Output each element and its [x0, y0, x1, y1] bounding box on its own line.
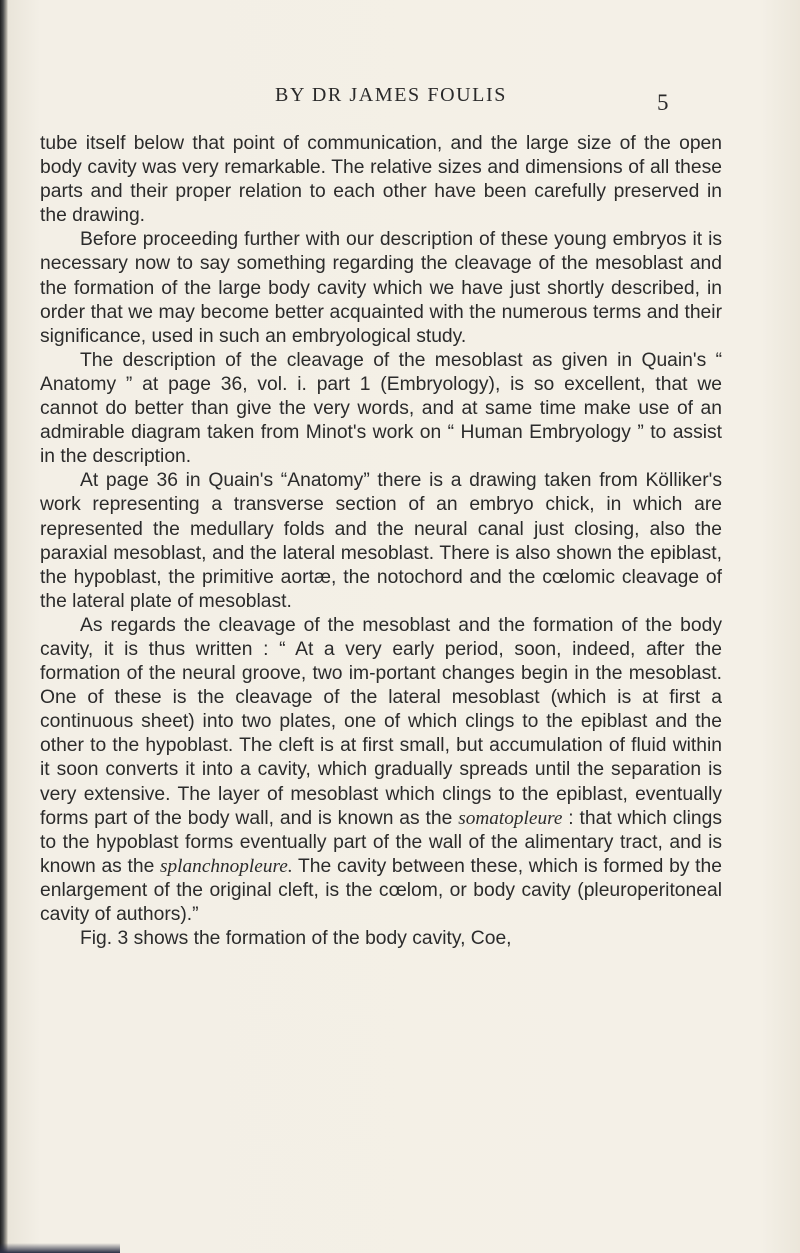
binding-edge [0, 0, 8, 1253]
term-somatopleure: somatopleure [458, 807, 563, 829]
quote-text-part-2: : that which clings to the hypoblast forms eventually part of the wall of the alimentary tract, and is known as the [40, 807, 722, 877]
term-splanchnopleure: splanchnopleure. [160, 855, 293, 877]
paragraph-1: tube itself below that point of communication, and the large size of the open body cavity was very remarkable. The relative sizes and dimensions of all these parts and their proper relation to each other have been carefully preserved in the drawing. [40, 133, 722, 227]
page-number: 5 [657, 90, 669, 115]
quote-text-part-1: As regards the cleavage of the mesoblast and the formation of the body cavity, it is thus written : “ At a very early period, soon, indeed, after the formation of the neural groove, two im-portant changes begin in the mesoblast. One of these is the cleavage of the lateral mesoblast (which is at first a continuous sheet) into two plates, one of which clings to the epiblast and the other to the hypoblast. The cleft is at first small, but accumulation of fluid within it soon converts it into a cavity, which gradually spreads until the separation is very extensive. The layer of mesoblast which clings to the epiblast, eventually forms part of the body wall, and is known as the [40, 614, 722, 829]
paragraph-4: At page 36 in Quain's “Anatomy” there is a drawing taken from Kölliker's work representing a transverse section of an embryo chick, in which are represented the medullary folds and the neural canal just closing, also the paraxial mesoblast, and the lateral mesoblast. There is also shown the epiblast, the hypoblast, the primitive aortæ, the notochord and the cœlomic cleavage of the lateral plate of mesoblast. [40, 470, 722, 612]
paragraph-6: Fig. 3 shows the formation of the body cavity, Coe, [80, 928, 512, 950]
paragraph-3: The description of the cleavage of the mesoblast as given in Quain's “ Anatomy ” at page 36, vol. i. part 1 (Embryology), is so excellent, that we cannot do better than give the very words, and at same time make use of an admirable diagram taken from Minot's work on “ Human Embryology ” to assist in the description. [40, 349, 722, 468]
scan-shadow [0, 1243, 120, 1253]
body-text [40, 132, 722, 951]
quote-text-part-3: The cavity between these, which is formed by the enlargement of the original cleft, is the cœlom, or body cavity (pleuroperitoneal cavity of authors).” [40, 855, 722, 925]
paragraph-2: Before proceeding further with our description of these young embryos it is necessary now to say something regarding the cleavage of the mesoblast and the formation of the large body cavity which we have just shortly described, in order that we may become better acquainted with the numerous terms and their significance, used in such an embryological study. [40, 229, 722, 347]
page-header [0, 84, 800, 115]
running-head: BY DR JAMES FOULIS [275, 84, 507, 106]
paragraph-5 [40, 614, 722, 927]
